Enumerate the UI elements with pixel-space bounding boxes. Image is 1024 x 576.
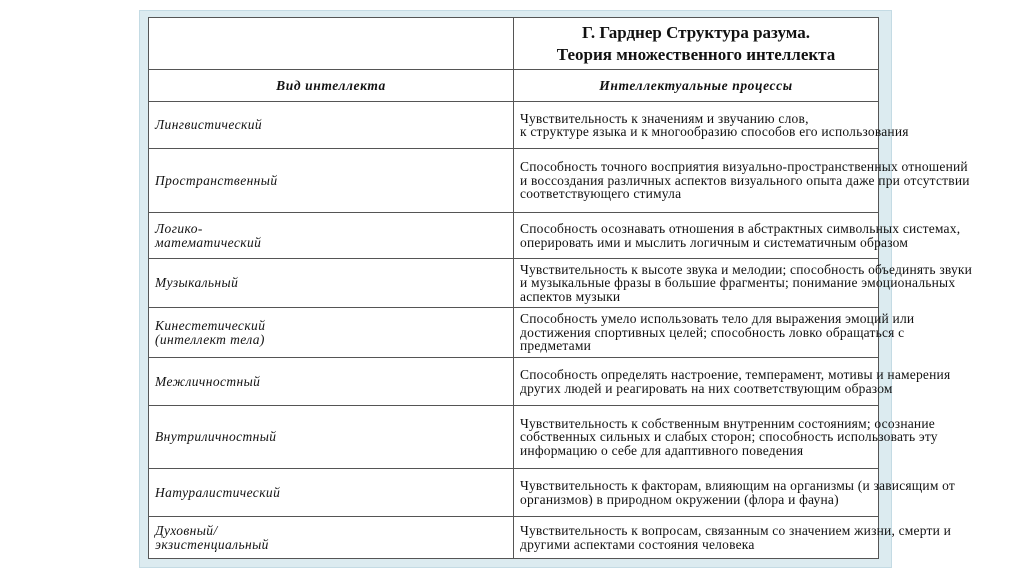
intelligence-name: Пространственный — [149, 149, 514, 213]
table-row — [149, 213, 879, 259]
table-row — [149, 308, 879, 358]
table-row — [149, 102, 879, 149]
table-row — [149, 149, 879, 213]
intelligence-name: Музыкальный — [149, 259, 514, 308]
intelligence-table — [148, 17, 973, 559]
table-row — [149, 259, 879, 308]
title-line-2: Теория множественного интеллекта — [556, 44, 836, 64]
header-type: Вид интеллекта — [149, 70, 514, 102]
intelligence-processes: Способность точного восприятия визуально-пространственных отношений и воссоздания различных аспектов визуального опыта даже при отсутствии соответствующего стимула — [514, 149, 879, 213]
table-row — [149, 517, 879, 559]
table-title — [514, 18, 879, 70]
title-line-1: Г. Гарднер Структура разума. — [582, 22, 810, 42]
intelligence-name: Натуралистический — [149, 469, 514, 517]
intelligence-name: Межличностный — [149, 358, 514, 406]
intelligence-processes: Чувствительность к вопросам, связанным со значением жизни, смерти и другими аспектами состояния человека — [514, 517, 879, 559]
table-row — [149, 358, 879, 406]
intelligence-processes: Способность осознавать отношения в абстрактных символьных системах, оперировать ими и мыслить логичным и систематичным образом — [514, 213, 879, 259]
intelligence-name: Кинестетический (интеллект тела) — [149, 308, 514, 358]
header-row — [149, 70, 879, 102]
intelligence-name: Лингвистический — [149, 102, 514, 149]
title-empty-cell — [149, 18, 514, 70]
table-row — [149, 469, 879, 517]
title-row — [149, 18, 879, 70]
intelligence-name: Внутриличностный — [149, 406, 514, 469]
intelligence-processes: Чувствительность к факторам, влияющим на организмы (и зависящим от организмов) в природном окружении (флора и фауна) — [514, 469, 879, 517]
intelligence-processes: Чувствительность к высоте звука и мелодии; способность объединять звуки и музыкальные фразы в большие фрагменты; понимание эмоциональных аспектов музыки — [514, 259, 879, 308]
header-processes: Интеллектуальные процессы — [514, 70, 879, 102]
table-row — [149, 406, 879, 469]
intelligence-processes: Способность умело использовать тело для выражения эмоций или достижения спортивных целей; способность ловко обращаться с предметами — [514, 308, 879, 358]
intelligence-processes: Чувствительность к собственным внутренним состояниям; осознание собственных сильных и слабых сторон; способность использовать эту информацию о себе для адаптивного поведения — [514, 406, 879, 469]
intelligence-processes: Способность определять настроение, темперамент, мотивы и намерения других людей и реагировать на них соответствующим образом — [514, 358, 879, 406]
intelligence-name: Духовный/ экзистенциальный — [149, 517, 514, 559]
intelligence-processes: Чувствительность к значениям и звучанию слов, к структуре языка и к многообразию способов его использования — [514, 102, 879, 149]
intelligence-name: Логико- математический — [149, 213, 514, 259]
